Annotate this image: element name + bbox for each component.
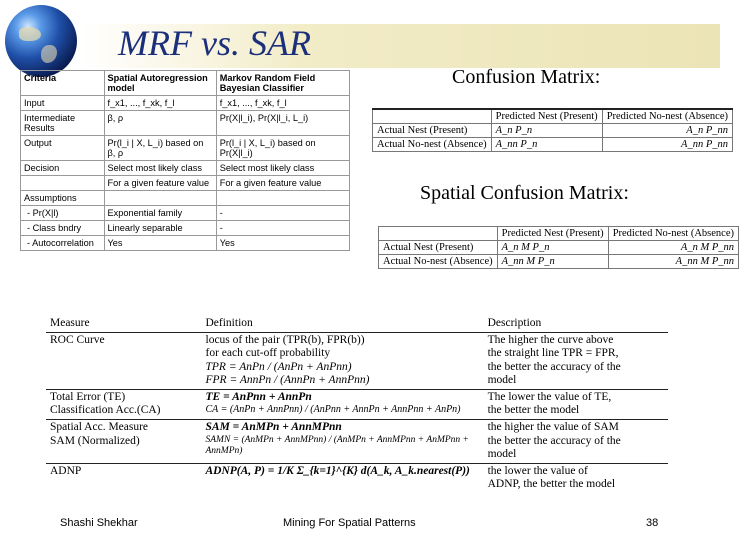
table-row (373, 138, 733, 152)
description-line: The lower the value of TE, (487, 390, 612, 403)
table-cell (202, 389, 484, 419)
confusion-matrix-label: Confusion Matrix: (452, 66, 601, 88)
table-cell (104, 191, 216, 206)
measure-name: ADNP (50, 464, 82, 477)
measure-name: Spatial Acc. Measure (50, 420, 149, 433)
table-row (21, 191, 350, 206)
table-cell: For a given feature value (216, 176, 349, 191)
slide-title: MRF vs. SAR (118, 23, 311, 63)
table-cell: β, ρ (104, 111, 216, 136)
description-line: the better the accuracy of the (487, 434, 621, 447)
definition-line: for each cut-off probability (205, 347, 331, 360)
table-header-row (46, 316, 668, 332)
table-cell: Intermediate Results (21, 111, 105, 136)
definition-line: SAMN = (AnMPn + AnnMPnn) / (AnMPn + AnnMPnn + AnMPnn + AnnMPn) (205, 434, 469, 456)
table-cell (484, 332, 668, 389)
description-line: the higher the value of SAM (487, 420, 619, 433)
table-cell: Output (21, 136, 105, 161)
definition-line: locus of the pair (TPR(b), FPR(b)) (205, 333, 365, 346)
table-cell: A_nn P_n (491, 138, 602, 152)
definition-line: TE = AnPnn + AnnPn (205, 390, 312, 403)
table-cell (46, 463, 202, 493)
table-cell: A_n P_nn (602, 124, 732, 138)
table-cell: - Autocorrelation (21, 236, 105, 251)
spatial-confusion-matrix-table (378, 226, 739, 269)
table-row (46, 332, 668, 389)
description-line: the better the accuracy of the (487, 360, 621, 373)
table-row (21, 206, 350, 221)
globe-logo-icon (5, 5, 77, 77)
description-line: model (487, 448, 517, 461)
table-cell: - (216, 221, 349, 236)
table-row (373, 124, 733, 138)
table-row (379, 255, 739, 269)
table-header: Measure (50, 317, 90, 329)
description-line: the straight line TPR = FPR, (487, 347, 619, 360)
table-row (46, 463, 668, 493)
table-header: Predicted Nest (Present) (491, 109, 602, 124)
table-cell (484, 463, 668, 493)
table-cell: Pr(l_i | X, L_i) based on β, ρ (104, 136, 216, 161)
table-cell (202, 463, 484, 493)
table-cell (216, 191, 349, 206)
definition-line: TPR = AnPn / (AnPn + AnPnn) (205, 360, 352, 373)
table-header-row (21, 71, 350, 96)
table-cell: Actual Nest (Present) (379, 241, 498, 255)
table-cell: For a given feature value (104, 176, 216, 191)
measure-name: ROC Curve (50, 333, 105, 346)
table-row (21, 161, 350, 176)
table-cell (46, 389, 202, 419)
table-cell: A_nn M P_nn (608, 255, 738, 269)
table-cell: Input (21, 96, 105, 111)
table-row (21, 111, 350, 136)
table-cell: Decision (21, 161, 105, 176)
description-line: ADNP, the better the model (487, 478, 616, 491)
table-header: Description (487, 317, 542, 329)
table-header: Predicted Nest (Present) (497, 227, 608, 241)
description-line: the lower the value of (487, 464, 588, 477)
table-row (21, 236, 350, 251)
table-header (379, 227, 498, 241)
table-header: Predicted No-nest (Absence) (602, 109, 732, 124)
table-cell (46, 419, 202, 463)
table-header: Spatial Autoregression model (104, 71, 216, 96)
table-cell: Actual No-nest (Absence) (373, 138, 492, 152)
table-row (21, 136, 350, 161)
table-cell: A_nn P_nn (602, 138, 732, 152)
table-cell (484, 389, 668, 419)
table-cell: A_n M P_nn (608, 241, 738, 255)
table-row (21, 176, 350, 191)
spatial-confusion-matrix-label: Spatial Confusion Matrix: (420, 182, 629, 204)
page-number: 38 (646, 517, 659, 529)
table-cell: Yes (104, 236, 216, 251)
footer-author: Shashi Shekhar (60, 517, 138, 529)
definition-line: ADNP(A, P) = 1/K Σ_{k=1}^{K} d(A_k, A_k.nearest(P)) (205, 464, 470, 477)
table-cell: f_x1, ..., f_xk, f_l (216, 96, 349, 111)
table-cell: Assumptions (21, 191, 105, 206)
measure-name: Total Error (TE) (50, 390, 126, 403)
definition-line: CA = (AnPn + AnnPnn) / (AnPnn + AnnPn + AnnPnn + AnPn) (205, 404, 461, 416)
measure-name: Classification Acc.(CA) (50, 404, 161, 417)
description-line: The higher the curve above (487, 333, 614, 346)
table-cell: A_nn M P_n (497, 255, 608, 269)
table-cell: Select most likely class (104, 161, 216, 176)
definition-line: SAM = AnMPn + AnnMPnn (205, 420, 342, 433)
table-header: Predicted No-nest (Absence) (608, 227, 738, 241)
table-cell: Exponential family (104, 206, 216, 221)
measures-table (46, 316, 668, 493)
table-header: Definition (205, 317, 253, 329)
table-cell (21, 176, 105, 191)
table-cell (46, 332, 202, 389)
description-line: the better the model (487, 404, 580, 417)
table-row (46, 419, 668, 463)
table-cell: - Class bndry (21, 221, 105, 236)
table-cell: Linearly separable (104, 221, 216, 236)
table-cell (484, 419, 668, 463)
description-line: model (487, 374, 517, 387)
table-cell: Actual Nest (Present) (373, 124, 492, 138)
table-cell (202, 332, 484, 389)
definition-line: FPR = AnnPn / (AnnPn + AnnPnn) (205, 374, 370, 387)
table-header (373, 109, 492, 124)
table-cell: Actual No-nest (Absence) (379, 255, 498, 269)
table-cell: Pr(l_i | X, L_i) based on Pr(X|l_i) (216, 136, 349, 161)
table-row (46, 389, 668, 419)
table-cell (202, 419, 484, 463)
footer-title: Mining For Spatial Patterns (283, 517, 416, 529)
table-header: Criteria (21, 71, 105, 96)
table-header-row (373, 109, 733, 124)
table-cell: A_n M P_n (497, 241, 608, 255)
table-cell: A_n P_n (491, 124, 602, 138)
table-cell: - Pr(X|l) (21, 206, 105, 221)
criteria-comparison-table (20, 70, 350, 251)
table-cell: Yes (216, 236, 349, 251)
measure-name: SAM (Normalized) (50, 434, 140, 447)
table-row (379, 241, 739, 255)
table-row (21, 221, 350, 236)
table-cell: Select most likely class (216, 161, 349, 176)
table-cell: Pr(X|l_i), Pr(X|l_i, L_i) (216, 111, 349, 136)
confusion-matrix-table (372, 108, 733, 152)
table-row (21, 96, 350, 111)
table-header-row (379, 227, 739, 241)
table-cell: - (216, 206, 349, 221)
table-cell: f_x1, ..., f_xk, f_l (104, 96, 216, 111)
table-header: Markov Random Field Bayesian Classifier (216, 71, 349, 96)
